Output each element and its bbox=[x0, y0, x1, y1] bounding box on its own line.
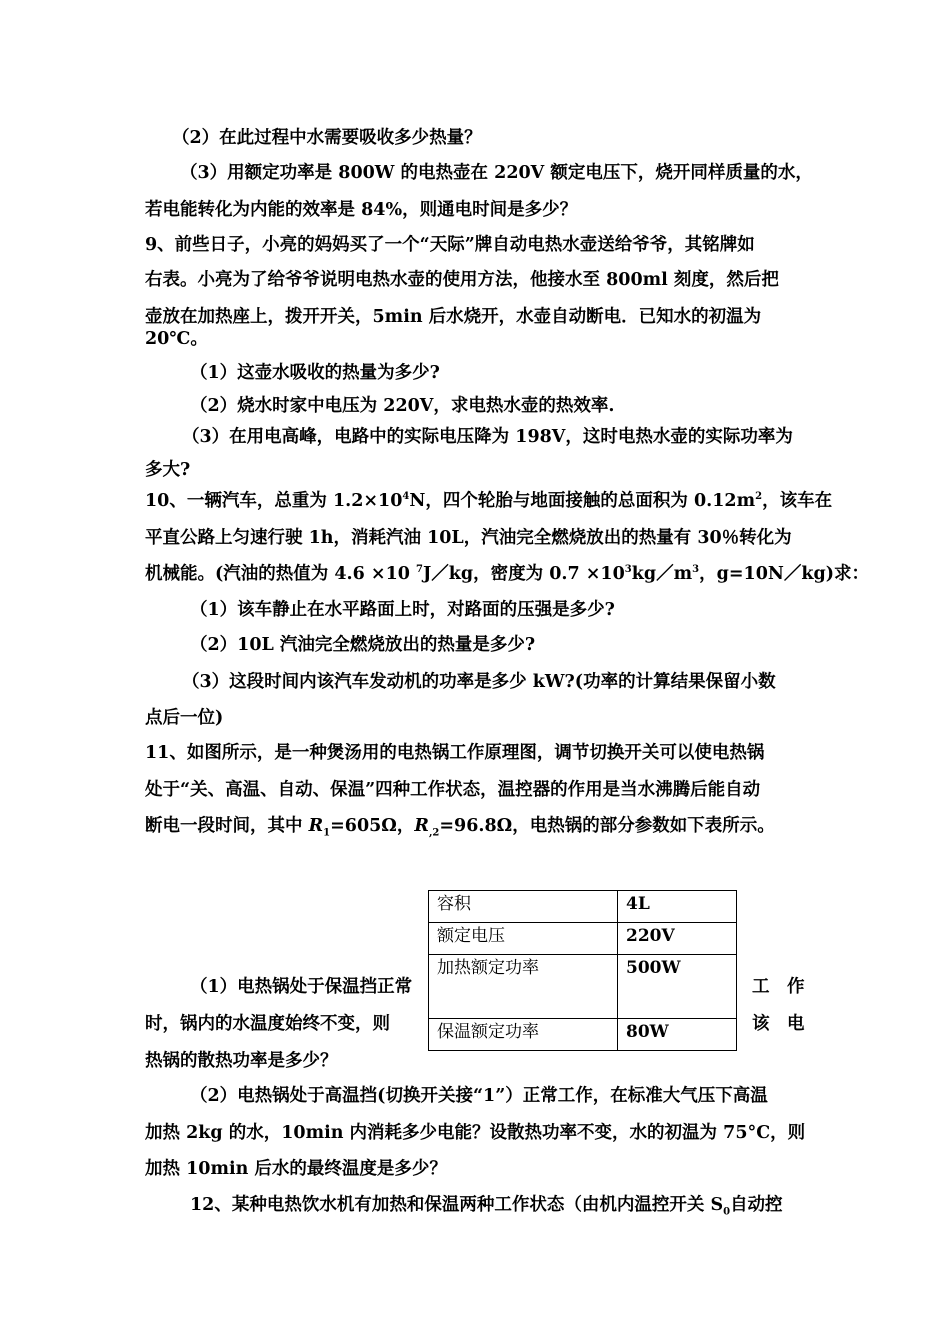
wrap-char-gai: 该 bbox=[752, 1014, 770, 1034]
q12-text-b: 自动控 bbox=[730, 1195, 783, 1215]
question-11-part-2-cont-1: 加热 2kg 的水，10min 内消耗多少电能？设散热功率不变，水的初温为 75°C，则 bbox=[145, 1123, 806, 1143]
question-11-part-1-cont-1: 时，锅内的水温度始终不变，则 bbox=[145, 1014, 390, 1034]
question-9-stem-cont-3: 20℃。 bbox=[145, 329, 208, 349]
r1-symbol: R bbox=[308, 816, 324, 836]
question-10-part-2: （2）10L 汽油完全燃烧放出的热量是多少? bbox=[190, 635, 536, 655]
spec-key: 容积 bbox=[429, 891, 618, 923]
question-8-part-3-cont: 若电能转化为内能的效率是 84%，则通电时间是多少？ bbox=[145, 200, 578, 220]
r2-symbol: R bbox=[414, 816, 429, 836]
q12-text-a: 12、某种电热饮水机有加热和保温两种工作状态（由机内温控开关 S bbox=[190, 1195, 724, 1215]
q10-exp-2: 2 bbox=[755, 491, 763, 503]
q10-exp-3b: 3 bbox=[692, 564, 700, 576]
wrap-char-dian: 电 bbox=[787, 1014, 805, 1034]
question-9-part-3-cont: 多大? bbox=[145, 460, 191, 480]
question-12-stem bbox=[190, 1193, 783, 1217]
spec-key: 额定电压 bbox=[429, 923, 618, 955]
q10-heat-c: kg／m bbox=[631, 564, 693, 584]
question-11-part-1: （1）电热锅处于保温挡正常 bbox=[190, 977, 413, 997]
question-9-stem: 9、前些日子，小亮的妈妈买了一个“天际”牌自动电热水壶送给爷爷，其铭牌如 bbox=[145, 235, 755, 255]
spec-value: 4L bbox=[618, 891, 737, 923]
question-11-part-1-cont-2: 热锅的散热功率是多少？ bbox=[145, 1051, 338, 1071]
question-9-part-3: （3）在用电高峰，电路中的实际电压降为 198V，这时电热水壶的实际功率为 bbox=[182, 427, 793, 447]
spec-value: 220V bbox=[618, 923, 737, 955]
q10-text-b: N，四个轮胎与地面接触的总面积为 0.12m bbox=[409, 491, 756, 511]
spec-value: 500W bbox=[618, 955, 737, 1019]
s0-subscript: 0 bbox=[723, 1206, 731, 1218]
spec-value: 80W bbox=[618, 1019, 737, 1051]
q10-exp-3: 3 bbox=[624, 564, 632, 576]
question-9-part-2: （2）烧水时家中电压为 220V，求电热水壶的热效率. bbox=[190, 396, 615, 416]
question-10-part-3: （3）这段时间内该汽车发动机的功率是多少 kW?(功率的计算结果保留小数 bbox=[182, 672, 776, 692]
r1-subscript: 1 bbox=[323, 827, 331, 839]
question-9-stem-cont-1: 右表。小亮为了给爷爷说明电热水壶的使用方法，他接水至 800ml 刻度，然后把 bbox=[145, 270, 779, 290]
question-10-stem-cont-2 bbox=[145, 562, 869, 586]
question-11-stem-cont-2 bbox=[145, 814, 775, 838]
q10-exp-7: 7 bbox=[416, 564, 423, 576]
table-row bbox=[429, 923, 737, 955]
q10-exp-4: 4 bbox=[402, 491, 410, 503]
q10-heat-a: 机械能。(汽油的热值为 4.6 ×10 bbox=[145, 564, 417, 584]
question-10-stem-cont-1: 平直公路上匀速行驶 1h，消耗汽油 10L，汽油完全燃烧放出的热量有 30％转化为 bbox=[145, 528, 792, 548]
question-9-stem-cont-2: 壶放在加热座上，拨开开关，5min 后水烧开，水壶自动断电．已知水的初温为 bbox=[145, 307, 762, 327]
wrap-char-zuo: 作 bbox=[787, 977, 805, 997]
r2-subscript: ,2 bbox=[428, 827, 440, 839]
q11-text-c: =96.8Ω，电热锅的部分参数如下表所示。 bbox=[439, 816, 775, 836]
wrap-char-gong: 工 bbox=[752, 977, 770, 997]
question-9-part-1: （1）这壶水吸收的热量为多少? bbox=[190, 363, 440, 383]
q10-heat-d: ，g=10N／kg)求： bbox=[699, 564, 870, 584]
spec-key: 加热额定功率 bbox=[429, 955, 618, 1019]
question-10-stem bbox=[145, 489, 832, 513]
spec-key: 保温额定功率 bbox=[429, 1019, 618, 1051]
question-10-part-3-cont: 点后一位) bbox=[145, 708, 224, 728]
q10-text-c: ，该车在 bbox=[762, 491, 833, 511]
question-8-part-3: （3）用额定功率是 800W 的电热壶在 220V 额定电压下，烧开同样质量的水， bbox=[180, 163, 813, 183]
question-11-part-2: （2）电热锅处于高温挡(切换开关接“1”）正常工作，在标准大气压下高温 bbox=[190, 1086, 768, 1106]
question-8-part-2: （2）在此过程中水需要吸收多少热量？ bbox=[172, 128, 482, 148]
q10-text-a: 10、一辆汽车，总重为 1.2×10 bbox=[145, 491, 403, 511]
cooker-spec-table bbox=[428, 890, 737, 1051]
q11-text-a: 断电一段时间，其中 bbox=[145, 816, 309, 836]
question-11-stem-cont-1: 处于“关、高温、自动、保温”四种工作状态，温控器的作用是当水沸腾后能自动 bbox=[145, 780, 761, 800]
table-row bbox=[429, 891, 737, 923]
q11-text-b: =605Ω， bbox=[330, 816, 415, 836]
question-10-part-1: （1）该车静止在水平路面上时，对路面的压强是多少? bbox=[190, 600, 615, 620]
table-row bbox=[429, 1019, 737, 1051]
table-row bbox=[429, 955, 737, 1019]
question-11-stem: 11、如图所示，是一种煲汤用的电热锅工作原理图，调节切换开关可以使电热锅 bbox=[145, 743, 765, 763]
question-11-part-2-cont-2: 加热 10min 后水的最终温度是多少？ bbox=[145, 1159, 447, 1179]
q10-heat-b: J／kg，密度为 0.7 ×10 bbox=[423, 564, 625, 584]
